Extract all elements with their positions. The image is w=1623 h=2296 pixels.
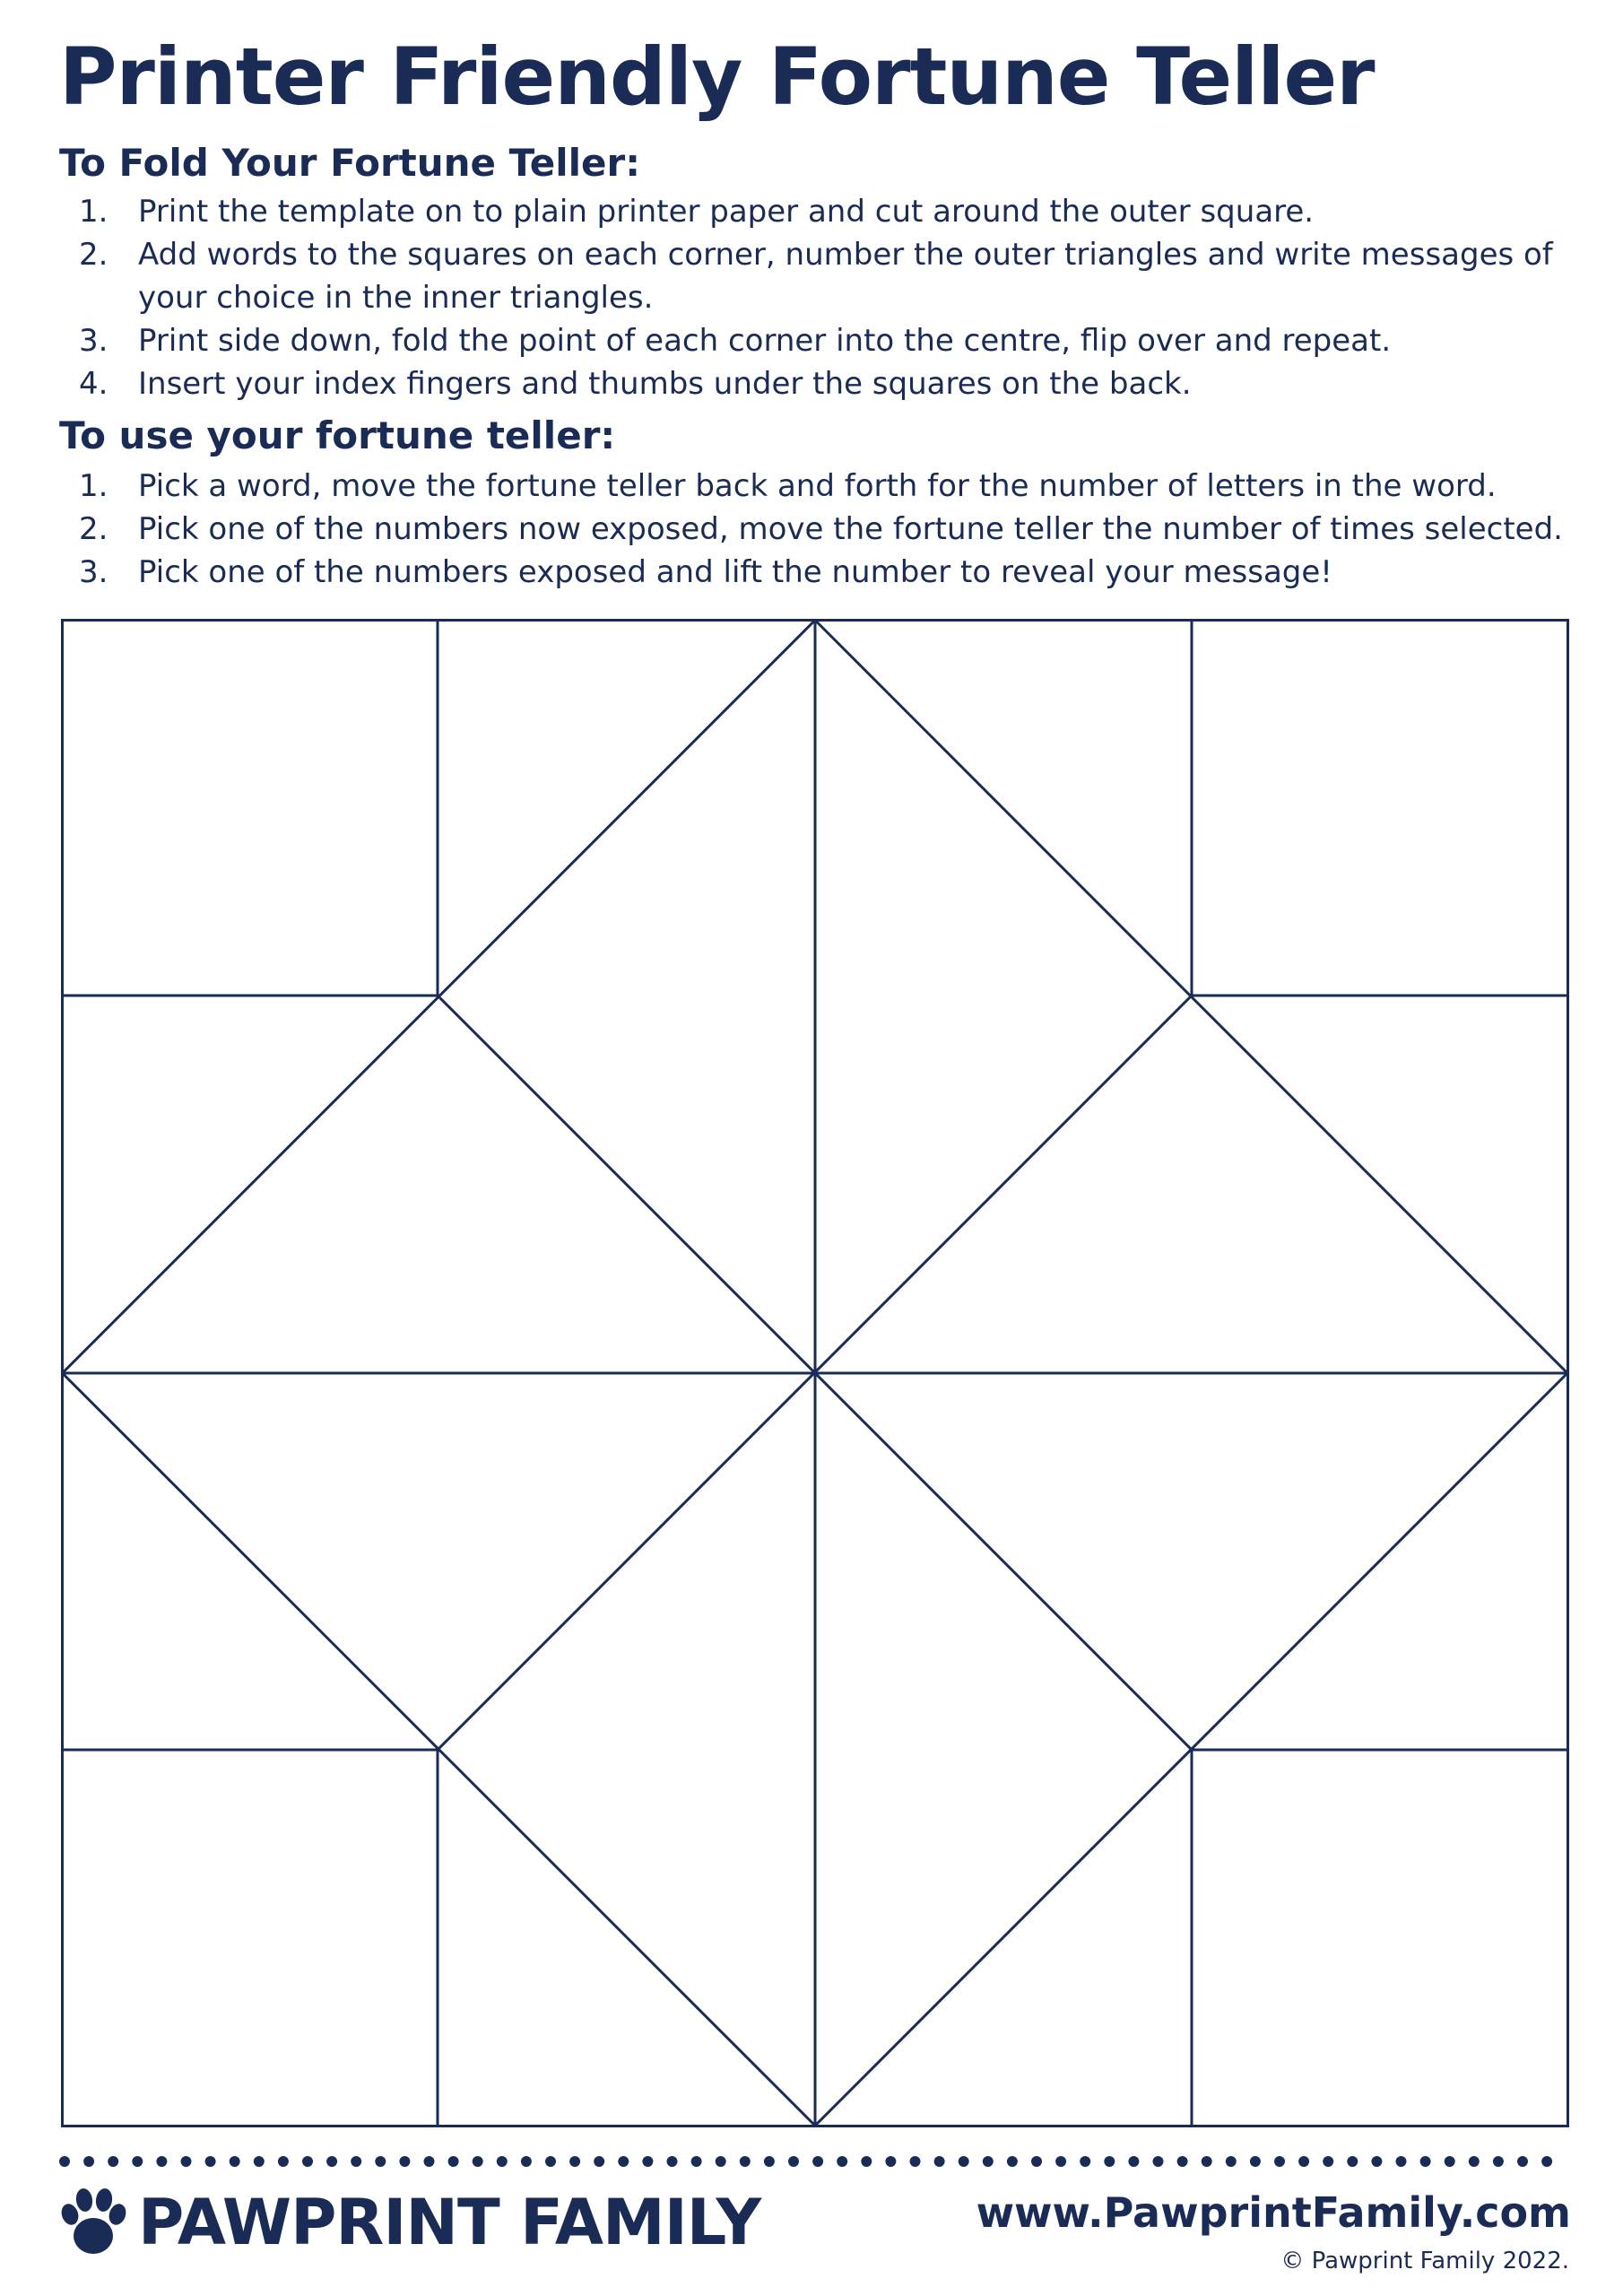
divider-dot: [448, 2156, 459, 2167]
divider-dot: [521, 2156, 532, 2167]
step-text: Pick a word, move the fortune teller back and forth for the number of letters in the word.: [138, 468, 1497, 504]
divider-dot: [1445, 2156, 1455, 2167]
paw-print-icon: [57, 2184, 129, 2261]
divider-dot: [181, 2156, 192, 2167]
divider-dot: [132, 2156, 143, 2167]
fold-instructions-list: [59, 190, 1566, 405]
copyright-notice: © Pawprint Family 2022.: [1280, 2248, 1569, 2274]
usage-step: [59, 551, 1566, 594]
step-text: Print side down, fold the point of each corner into the centre, flip over and repeat.: [138, 323, 1392, 359]
divider-dot: [764, 2156, 775, 2167]
divider-dot: [691, 2156, 702, 2167]
divider-dot: [497, 2156, 508, 2167]
divider-dot: [108, 2156, 118, 2167]
divider-dot: [861, 2156, 872, 2167]
fortune-teller-template: [61, 619, 1569, 2127]
divider-dot: [473, 2156, 483, 2167]
step-text: Insert your index fingers and thumbs under the squares on the back.: [138, 366, 1192, 402]
divider-dot: [351, 2156, 361, 2167]
divider-dot: [569, 2156, 580, 2167]
divider-dot: [934, 2156, 945, 2167]
divider-dot: [545, 2156, 556, 2167]
page-title: Printer Friendly Fortune Teller: [59, 30, 1375, 123]
usage-step: [59, 508, 1566, 551]
step-text: Pick one of the numbers exposed and lift the number to reveal your message!: [138, 554, 1332, 590]
divider-dot: [1541, 2156, 1552, 2167]
step-number: 2.: [79, 237, 108, 273]
divider-dot: [230, 2156, 240, 2167]
step-number: 2.: [79, 511, 108, 547]
dotted-divider: [59, 2152, 1575, 2170]
divider-dot: [910, 2156, 921, 2167]
divider-dot: [1274, 2156, 1285, 2167]
divider-dot: [326, 2156, 337, 2167]
divider-dot: [83, 2156, 94, 2167]
divider-dot: [812, 2156, 823, 2167]
usage-instructions-list: [59, 465, 1566, 594]
step-text: Pick one of the numbers now exposed, move the fortune teller the number of times selected.: [138, 511, 1563, 547]
fold-step: [59, 319, 1566, 362]
step-number: 1.: [79, 194, 108, 230]
divider-dot: [1396, 2156, 1407, 2167]
divider-dot: [1055, 2156, 1066, 2167]
website-link[interactable]: www.PawprintFamily.com: [976, 2188, 1571, 2237]
divider-dot: [618, 2156, 629, 2167]
divider-dot: [642, 2156, 653, 2167]
divider-dot: [959, 2156, 969, 2167]
divider-dot: [1298, 2156, 1309, 2167]
brand-name: PAWPRINT FAMILY: [138, 2186, 761, 2259]
divider-dot: [837, 2156, 847, 2167]
step-number: 3.: [79, 554, 108, 590]
divider-dot: [1007, 2156, 1018, 2167]
divider-dot: [716, 2156, 726, 2167]
fold-instructions-heading: To Fold Your Fortune Teller:: [59, 141, 641, 185]
divider-dot: [1493, 2156, 1504, 2167]
step-number: 1.: [79, 468, 108, 504]
divider-dot: [1371, 2156, 1382, 2167]
divider-dot: [1031, 2156, 1042, 2167]
fold-step: [59, 362, 1566, 405]
divider-dot: [424, 2156, 435, 2167]
divider-dot: [1323, 2156, 1333, 2167]
divider-dot: [1153, 2156, 1164, 2167]
divider-dot: [302, 2156, 313, 2167]
divider-dot: [740, 2156, 751, 2167]
divider-dot: [278, 2156, 289, 2167]
divider-dot: [375, 2156, 386, 2167]
step-number: 3.: [79, 323, 108, 359]
brand-logo: [57, 2181, 760, 2264]
divider-dot: [1420, 2156, 1431, 2167]
step-number: 4.: [79, 366, 108, 402]
divider-dot: [1104, 2156, 1115, 2167]
divider-dot: [1469, 2156, 1480, 2167]
divider-dot: [594, 2156, 604, 2167]
step-text: Add words to the squares on each corner, number the outer triangles and write messages of your choice in the inner triangles.: [138, 237, 1553, 316]
divider-dot: [1347, 2156, 1358, 2167]
divider-dot: [1128, 2156, 1139, 2167]
divider-dot: [1177, 2156, 1188, 2167]
divider-dot: [1250, 2156, 1261, 2167]
divider-dot: [983, 2156, 994, 2167]
usage-step: [59, 465, 1566, 508]
divider-dot: [1202, 2156, 1212, 2167]
fold-step: [59, 233, 1566, 319]
divider-dot: [788, 2156, 799, 2167]
step-text: Print the template on to plain printer paper and cut around the outer square.: [138, 194, 1315, 230]
divider-dot: [1080, 2156, 1090, 2167]
divider-dot: [399, 2156, 410, 2167]
usage-instructions-heading: To use your fortune teller:: [59, 413, 616, 457]
divider-dot: [1226, 2156, 1237, 2167]
divider-dot: [156, 2156, 167, 2167]
divider-dot: [885, 2156, 896, 2167]
divider-dot: [1517, 2156, 1528, 2167]
divider-dot: [205, 2156, 216, 2167]
divider-dot: [254, 2156, 265, 2167]
divider-dot: [667, 2156, 678, 2167]
divider-dot: [59, 2156, 70, 2167]
fold-step: [59, 190, 1566, 233]
